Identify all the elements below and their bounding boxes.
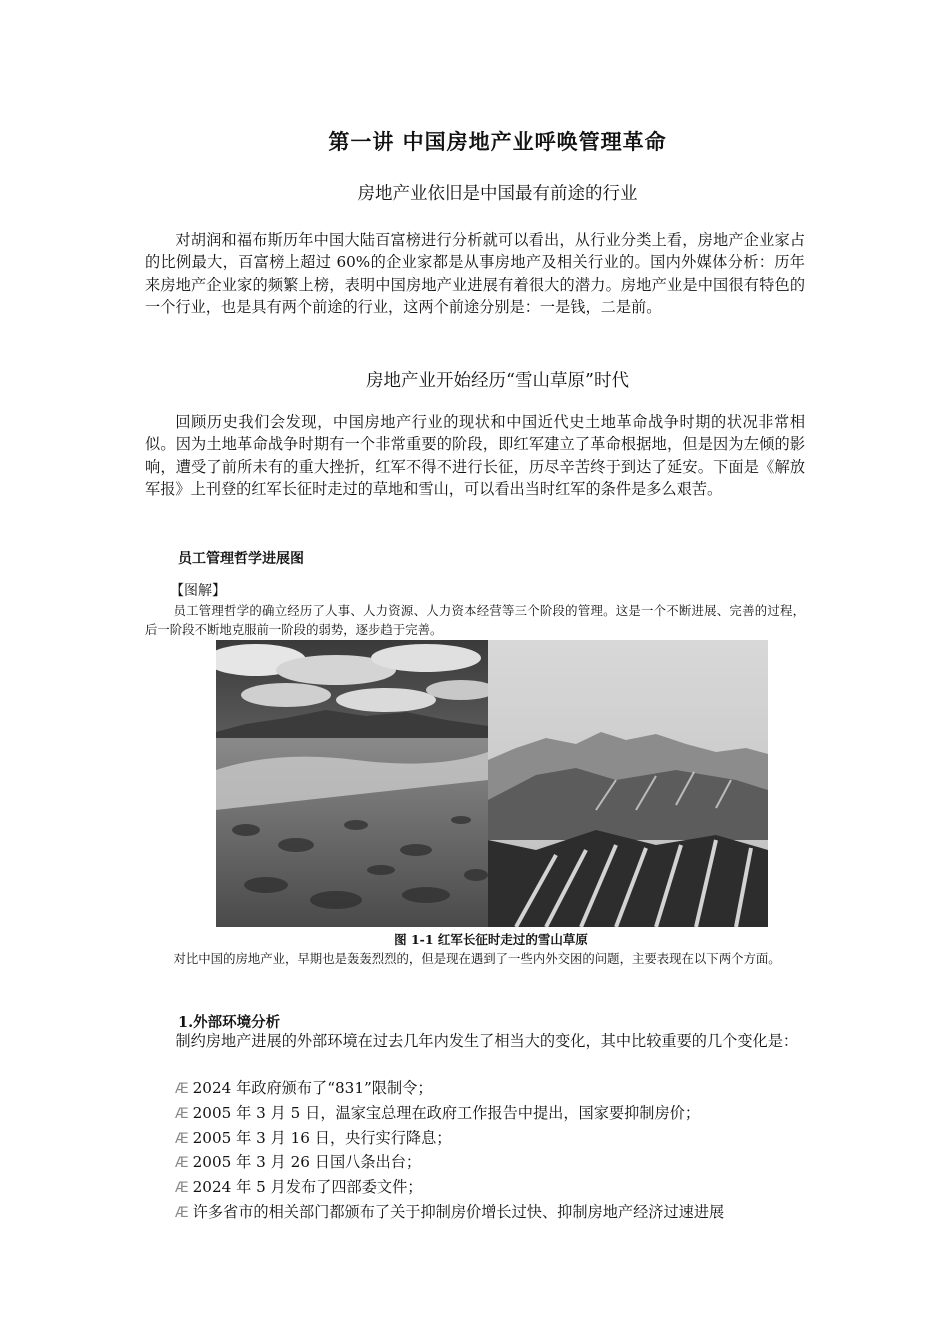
section3-heading: 1.外部环境分析	[178, 1014, 281, 1031]
bullet-icon: Æ	[175, 1081, 189, 1097]
section1-paragraph: 对胡润和福布斯历年中国大陆百富榜进行分析就可以看出，从行业分类上看，房地产企业家占的比例最大，百富榜上超过 60%的企业家都是从事房地产及相关行业的。国内外媒体分析：历年来房地产企业家的频繁上榜，表明中国房地产业进展有着很大的潜力。房地产业是中国很有特色的一个行业，也是具有两个前途的行业，这两个前途分别是：一是钱，二是前。	[145, 231, 805, 316]
diagram-label: 【图解】	[170, 583, 226, 599]
snow-mountain-photo	[488, 640, 768, 927]
section2-paragraph: 回顾历史我们会发现，中国房地产行业的现状和中国近代史土地革命战争时期的状况非常相似。因为土地革命战争时期有一个非常重要的阶段，即红军建立了革命根据地，但是因为左倾的影响，遭受了前所未有的重大挫折，红军不得不进行长征，历尽辛苦终于到达了延安。下面是《解放军报》上刊登的红军长征时走过的草地和雪山，可以看出当时红军的条件是多么艰苦。	[145, 413, 805, 498]
list-item: Æ 2024 年 5 月发布了四部委文件；	[175, 1178, 423, 1197]
diagram-text: 员工管理哲学的确立经历了人事、人力资源、人力资本经营等三个阶段的管理。这是一个不断进展、完善的过程，后一阶段不断地克服前一阶段的弱势，逐步趋于完善。	[145, 603, 805, 637]
bullet-icon: Æ	[175, 1155, 189, 1172]
list-item: Æ 2024 年政府颁布了“831”限制令；	[175, 1079, 433, 1097]
list-item: Æ 许多省市的相关部门都颁布了关于抑制房价增长过快、抑制房地产经济过速进展	[175, 1202, 725, 1221]
bullet-icon: Æ	[175, 1180, 189, 1197]
page-title: 第一讲 中国房地产业呼唤管理革命	[328, 129, 667, 154]
section1-heading: 房地产业依旧是中国最有前途的行业	[357, 184, 638, 204]
list-item: Æ 2005 年 3 月 5 日，温家宝总理在政府工作报告中提出，国家要抑制房价；	[175, 1103, 701, 1122]
bullet-icon: Æ	[175, 1204, 189, 1221]
diagram-heading: 员工管理哲学进展图	[178, 551, 304, 567]
figure-photo	[216, 640, 768, 927]
list-item: Æ 2005 年 3 月 16 日，央行实行降息；	[175, 1128, 452, 1147]
after-figure-text: 对比中国的房地产业，早期也是轰轰烈烈的，但是现在遇到了一些内外交困的问题，主要表现在以下两个方面。	[173, 951, 781, 966]
bullet-icon: Æ	[175, 1105, 189, 1122]
policy-list	[175, 1077, 724, 1226]
grassland-photo	[216, 640, 496, 927]
figure-caption: 图 1-1 红军长征时走过的雪山草原	[394, 932, 588, 947]
section2-heading: 房地产业开始经历“雪山草原”时代	[366, 371, 629, 391]
list-item: Æ 2005 年 3 月 26 日国八条出台；	[175, 1153, 422, 1172]
section3-paragraph: 制约房地产进展的外部环境在过去几年内发生了相当大的变化，其中比较重要的几个变化是：	[175, 1032, 799, 1050]
figure-snow-mountain-grassland	[216, 640, 768, 927]
bullet-icon: Æ	[175, 1130, 189, 1147]
